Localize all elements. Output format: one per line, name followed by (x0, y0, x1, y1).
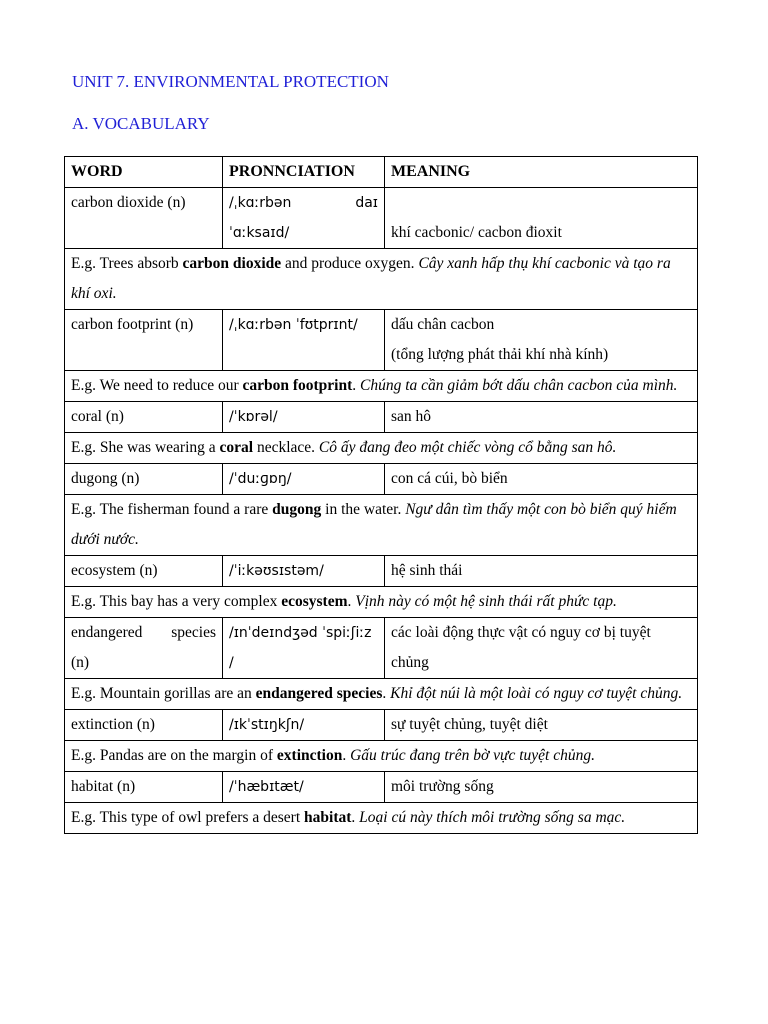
example-text: in the water. (321, 501, 406, 518)
meaning-note: (tổng lượng phát thải khí nhà kính) (391, 346, 609, 363)
pronunciation-cell: /ˈduːɡɒŋ/ (223, 464, 385, 495)
example-keyword: dugong (272, 501, 322, 518)
table-row (65, 464, 698, 495)
example-cell (65, 433, 698, 464)
table-row (65, 618, 698, 679)
example-row (65, 679, 698, 710)
example-cell (65, 371, 698, 402)
example-keyword: habitat (304, 809, 352, 826)
word-cell: coral (n) (65, 402, 223, 433)
example-row (65, 803, 698, 834)
example-cell (65, 741, 698, 772)
word-cell: ecosystem (n) (65, 556, 223, 587)
example-row (65, 587, 698, 618)
example-translation: Gấu trúc đang trên bờ vực tuyệt chủng. (350, 747, 595, 764)
word-part: endangered (71, 624, 143, 641)
example-row (65, 371, 698, 402)
pronunciation-cell: /ˌkɑːrbən ˈfʊtprɪnt/ (223, 310, 385, 371)
word-cell: dugong (n) (65, 464, 223, 495)
pronunciation-cell: /ˈiːkəʊsɪstəm/ (223, 556, 385, 587)
word-cell: carbon dioxide (n) (65, 188, 223, 249)
example-cell (65, 249, 698, 310)
meaning-cell: môi trường sống (385, 772, 698, 803)
pronunciation-part: /ɪnˈdeɪndʒəd ˈspiːʃiːz (229, 625, 372, 641)
meaning-cell (385, 310, 698, 371)
pronunciation-part: / (229, 655, 234, 671)
header-meaning: MEANING (385, 157, 698, 188)
example-text: E.g. The fisherman found a rare (71, 501, 273, 518)
word-cell (65, 618, 223, 679)
example-row (65, 249, 698, 310)
example-keyword: extinction (276, 747, 343, 764)
header-word: WORD (65, 157, 223, 188)
example-text: . (382, 685, 391, 702)
example-text: necklace. (253, 439, 319, 456)
section-title: A. VOCABULARY (72, 114, 210, 133)
example-translation: Vịnh này có một hệ sinh thái rất phức tạp. (355, 593, 617, 610)
example-row (65, 433, 698, 464)
example-text: E.g. Pandas are on the margin of (71, 747, 277, 764)
example-cell (65, 495, 698, 556)
example-text: and produce oxygen. (281, 255, 419, 272)
meaning-cell: con cá cúi, bò biển (385, 464, 698, 495)
table-row (65, 556, 698, 587)
table-row (65, 402, 698, 433)
pronunciation-cell: /ɪkˈstɪŋkʃn/ (223, 710, 385, 741)
example-text: E.g. Mountain gorillas are an (71, 685, 256, 702)
example-row (65, 495, 698, 556)
example-text: E.g. Trees absorb (71, 255, 183, 272)
pronunciation-part: ˈɑːksaɪd/ (229, 225, 290, 241)
example-text: . (342, 747, 351, 764)
meaning-text: khí cacbonic/ cacbon đioxit (391, 224, 562, 241)
vocabulary-table (64, 156, 698, 834)
example-cell (65, 679, 698, 710)
example-keyword: carbon dioxide (182, 255, 282, 272)
meaning-text: dấu chân cacbon (391, 316, 495, 333)
table-row (65, 772, 698, 803)
meaning-cell: san hô (385, 402, 698, 433)
word-cell: extinction (n) (65, 710, 223, 741)
meaning-cell: các loài động thực vật có nguy cơ bị tuyệt chủng (385, 618, 698, 679)
example-translation: Loại cú này thích môi trường sống sa mạc. (359, 809, 626, 826)
example-cell (65, 803, 698, 834)
example-translation: Chúng ta cần giảm bớt dấu chân cacbon của mình. (360, 377, 678, 394)
example-text: E.g. We need to reduce our (71, 377, 243, 394)
table-row (65, 710, 698, 741)
example-translation: Cây xanh hấp thụ khí cacbonic và tạo ra khí oxi. (71, 255, 671, 302)
table-row (65, 188, 698, 249)
meaning-cell (385, 188, 698, 249)
meaning-cell: hệ sinh thái (385, 556, 698, 587)
pronunciation-cell (223, 618, 385, 679)
word-cell: carbon footprint (n) (65, 310, 223, 371)
table-row (65, 310, 698, 371)
unit-title: UNIT 7. ENVIRONMENTAL PROTECTION (72, 72, 389, 91)
pronunciation-cell: /ˈhæbɪtæt/ (223, 772, 385, 803)
example-keyword: coral (219, 439, 254, 456)
example-row (65, 741, 698, 772)
example-translation: Ngư dân tìm thấy một con bò biển quý hiếm dưới nước. (71, 501, 677, 548)
table-header-row (65, 157, 698, 188)
example-cell (65, 587, 698, 618)
example-keyword: carbon footprint (242, 377, 353, 394)
word-cell: habitat (n) (65, 772, 223, 803)
example-text: E.g. This type of owl prefers a desert (71, 809, 305, 826)
example-text: . (347, 593, 356, 610)
word-part: (n) (71, 654, 90, 671)
example-text: . (352, 377, 361, 394)
example-text: E.g. This bay has a very complex (71, 593, 282, 610)
pronunciation-part: /ˌkɑːrbən (229, 195, 292, 211)
example-text: E.g. She was wearing a (71, 439, 220, 456)
example-translation: Cô ấy đang đeo một chiếc vòng cổ bằng san hô. (318, 439, 617, 456)
pronunciation-cell (223, 188, 385, 249)
pronunciation-cell: /ˈkɒrəl/ (223, 402, 385, 433)
example-keyword: endangered species (255, 685, 383, 702)
word-part: species (171, 624, 216, 641)
header-pronunciation: PRONNCIATION (223, 157, 385, 188)
meaning-cell: sự tuyệt chủng, tuyệt diệt (385, 710, 698, 741)
example-text: . (351, 809, 360, 826)
example-translation: Khỉ đột núi là một loài có nguy cơ tuyệt chủng. (390, 685, 683, 702)
example-keyword: ecosystem (281, 593, 348, 610)
pronunciation-part: daɪ (355, 195, 378, 211)
